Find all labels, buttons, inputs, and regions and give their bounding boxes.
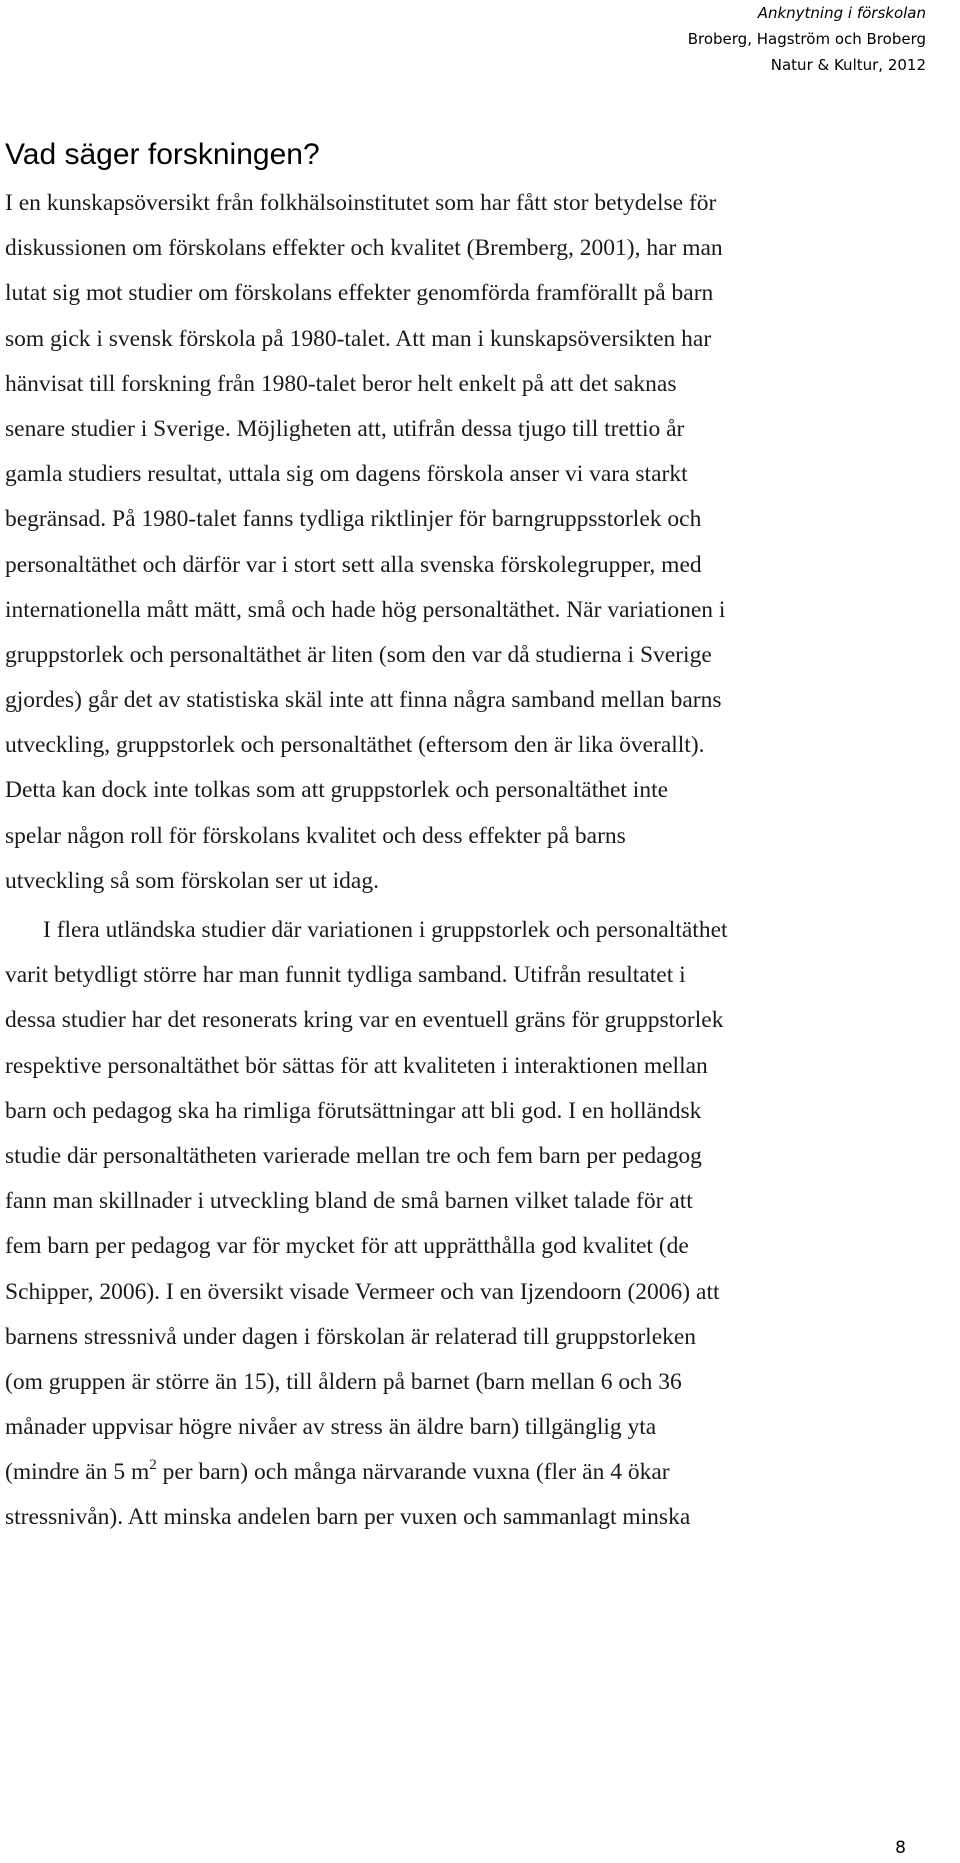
paragraph-1 <box>5 181 960 904</box>
text-line: Schipper, 2006). I en översikt visade Vermeer och van Ijzendoorn (2006) att <box>5 1278 720 1305</box>
text-line: barnens stressnivå under dagen i förskolan är relaterad till gruppstorleken <box>5 1323 697 1350</box>
text-line: studie där personaltätheten varierade mellan tre och fem barn per pedagog <box>5 1142 702 1169</box>
text-line: internationella mått mätt, små och hade hög personaltäthet. När variationen i <box>5 596 726 623</box>
area-text-after: per barn) och många närvarande vuxna (fler än 4 ökar <box>156 1459 670 1486</box>
text-line: gjordes) går det av statistiska skäl inte att finna några samband mellan barns <box>5 687 722 714</box>
text-line: dessa studier har det resonerats kring var en eventuell gräns för gruppstorlek <box>5 1007 724 1034</box>
text-line: fem barn per pedagog var för mycket för att upprätthålla god kvalitet (de <box>5 1233 689 1260</box>
text-line: senare studier i Sverige. Möjligheten att, utifrån dessa tjugo till trettio år <box>5 415 685 442</box>
section-heading: Vad säger forskningen? <box>5 138 320 171</box>
text-line: I flera utländska studier där variationen i gruppstorlek och personaltäthet <box>43 917 728 943</box>
text-line: respektive personaltäthet bör sättas för att kvaliteten i interaktionen mellan <box>5 1052 708 1079</box>
text-line: stressnivån). Att minska andelen barn per vuxen och sammanlagt minska <box>5 1504 691 1531</box>
text-line: (om gruppen är större än 15), till åldern på barnet (barn mellan 6 och 36 <box>5 1368 682 1395</box>
header-publisher: Natur & Kultur, 2012 <box>770 56 926 74</box>
text-line: utveckling så som förskolan ser ut idag. <box>5 867 379 894</box>
text-line: varit betydligt större har man funnit tydliga samband. Utifrån resultatet i <box>5 962 686 989</box>
text-line: utveckling, gruppstorlek och personaltäthet (eftersom den är lika överallt). <box>5 732 705 759</box>
text-line: barn och pedagog ska ha rimliga förutsättningar att bli god. I en holländsk <box>5 1097 702 1124</box>
area-superscript: 2 <box>149 1457 157 1474</box>
text-line: begränsad. På 1980-talet fanns tydliga riktlinjer för barngruppsstorlek och <box>5 506 702 533</box>
text-line: lutat sig mot studier om förskolans effekter genomförda framförallt på barn <box>5 280 714 307</box>
text-line: personaltäthet och därför var i stort sett alla svenska förskolegrupper, med <box>5 551 702 578</box>
text-line: fann man skillnader i utveckling bland de små barnen vilket talade för att <box>5 1188 693 1215</box>
text-line: spelar någon roll för förskolans kvalitet och dess effekter på barns <box>5 822 626 849</box>
text-line: gamla studiers resultat, uttala sig om dagens förskola anser vi vara starkt <box>5 461 688 488</box>
text-line: som gick i svensk förskola på 1980-talet. Att man i kunskapsöversikten har <box>5 325 712 352</box>
paragraph-2 <box>5 908 960 1541</box>
body-text <box>5 181 960 1541</box>
text-line: gruppstorlek och personaltäthet är liten (som den var då studierna i Sverige <box>5 641 712 668</box>
text-line: månader uppvisar högre nivåer av stress än äldre barn) tillgänglig yta <box>5 1414 657 1441</box>
area-text-before: (mindre än 5 m <box>5 1459 150 1486</box>
text-line: Detta kan dock inte tolkas som att gruppstorlek och personaltäthet inte <box>5 777 669 804</box>
text-line: hänvisat till forskning från 1980-talet beror helt enkelt på att det saknas <box>5 370 677 397</box>
text-line: I en kunskapsöversikt från folkhälsoinstitutet som har fått stor betydelse för <box>5 190 717 216</box>
header-book-title: Anknytning i förskolan <box>757 4 926 22</box>
text-line-area <box>5 1450 960 1495</box>
header-authors: Broberg, Hagström och Broberg <box>687 30 926 48</box>
text-line: diskussionen om förskolans effekter och kvalitet (Bremberg, 2001), har man <box>5 235 723 262</box>
running-header <box>406 0 926 78</box>
page-number: 8 <box>895 1838 906 1858</box>
